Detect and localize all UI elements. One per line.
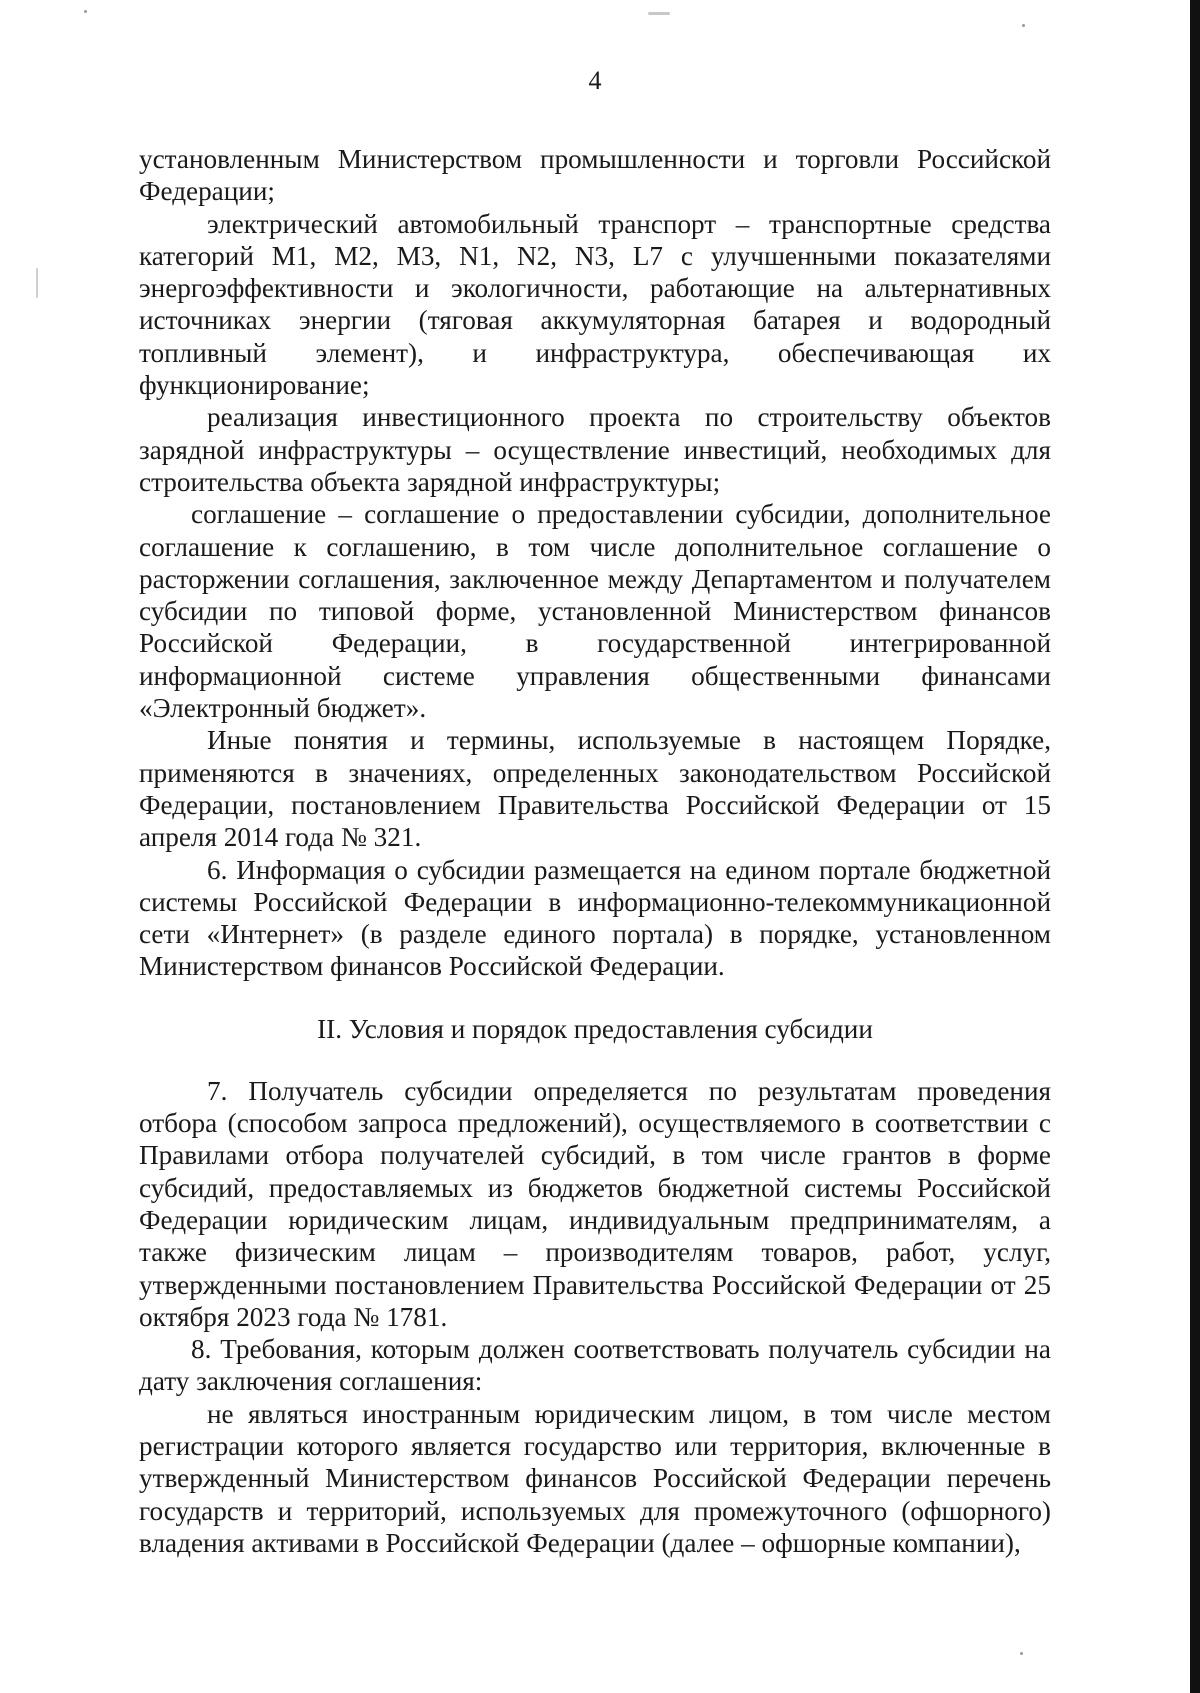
paragraph: установленным Министерством промышленности и торговли Российской Федерации; [139,144,1051,207]
scan-speck [36,268,38,298]
page-number: 4 [588,66,602,95]
paragraph: 7. Получатель субсидии определяется по результатам проведения отбора (способом запроса предложений), осуществляемого в соответствии с Правилами отбора получателей субсидий, в том числе грантов в форме субсидий, предоставляемых из бюджетов бюджетной системы Российской Федерации юридическим лицам, индивидуальным предпринимателям, а также физическим лицам – производителям товаров, работ, услуг, утвержденными постановлением Правительства Российской Федерации от 25 октября 2023 года № 1781. [139,1075,1051,1332]
paragraph: Иные понятия и термины, используемые в настоящем Порядке, применяются в значениях, определенных законодательством Российской Федерации, постановлением Правительства Российской Федерации от 15 апреля 2014 года № 321. [139,725,1051,853]
scan-edge [1190,0,1200,1693]
section-heading: II. Условия и порядок предоставления субсидии [317,1013,873,1044]
paragraph: электрический автомобильный транспорт – транспортные средства категорий M1, M2, M3, N1, N2, N3, L7 с улучшенными показателями энергоэффективности и экологичности, работающие на альтернативных источниках энергии (тяговая аккумуляторная батарея и водородный топливный элемент), и инфраструктура, обеспечивающая их функционирование; [139,208,1051,401]
paragraph: 8. Требования, которым должен соответствовать получатель субсидии на дату заключения соглашения: [139,1334,1051,1397]
paragraph: реализация инвестиционного проекта по строительству объектов зарядной инфраструктуры – осуществление инвестиций, необходимых для строительства объекта зарядной инфраструктуры; [139,402,1051,497]
scan-speck [84,10,87,13]
paragraph: не являться иностранным юридическим лицом, в том числе местом регистрации которого является государство или территория, включенные в утвержденный Министерством финансов Российской Федерации перечень государств и территорий, используемых для промежуточного (офшорного) владения активами в Российской Федерации (далее – офшорные компании), [139,1398,1051,1558]
scan-speck [1020,1652,1023,1655]
document-body [139,143,1051,1559]
paragraph: 6. Информация о субсидии размещается на едином портале бюджетной системы Российской Федерации в информационно-телекоммуникационной сети «Интернет» (в разделе единого портала) в порядке, установленном Министерством финансов Российской Федерации. [139,854,1051,982]
scan-speck [1022,24,1025,27]
paragraph: соглашение – соглашение о предоставлении субсидии, дополнительное соглашение к соглашению, в том числе дополнительное соглашение о расторжении соглашения, заключенное между Департаментом и получателем субсидии по типовой форме, установленной Министерством финансов Российской Федерации, в государственной интегрированной информационной системе управления общественными финансами «Электронный бюджет». [139,499,1051,724]
scan-speck [648,12,670,15]
